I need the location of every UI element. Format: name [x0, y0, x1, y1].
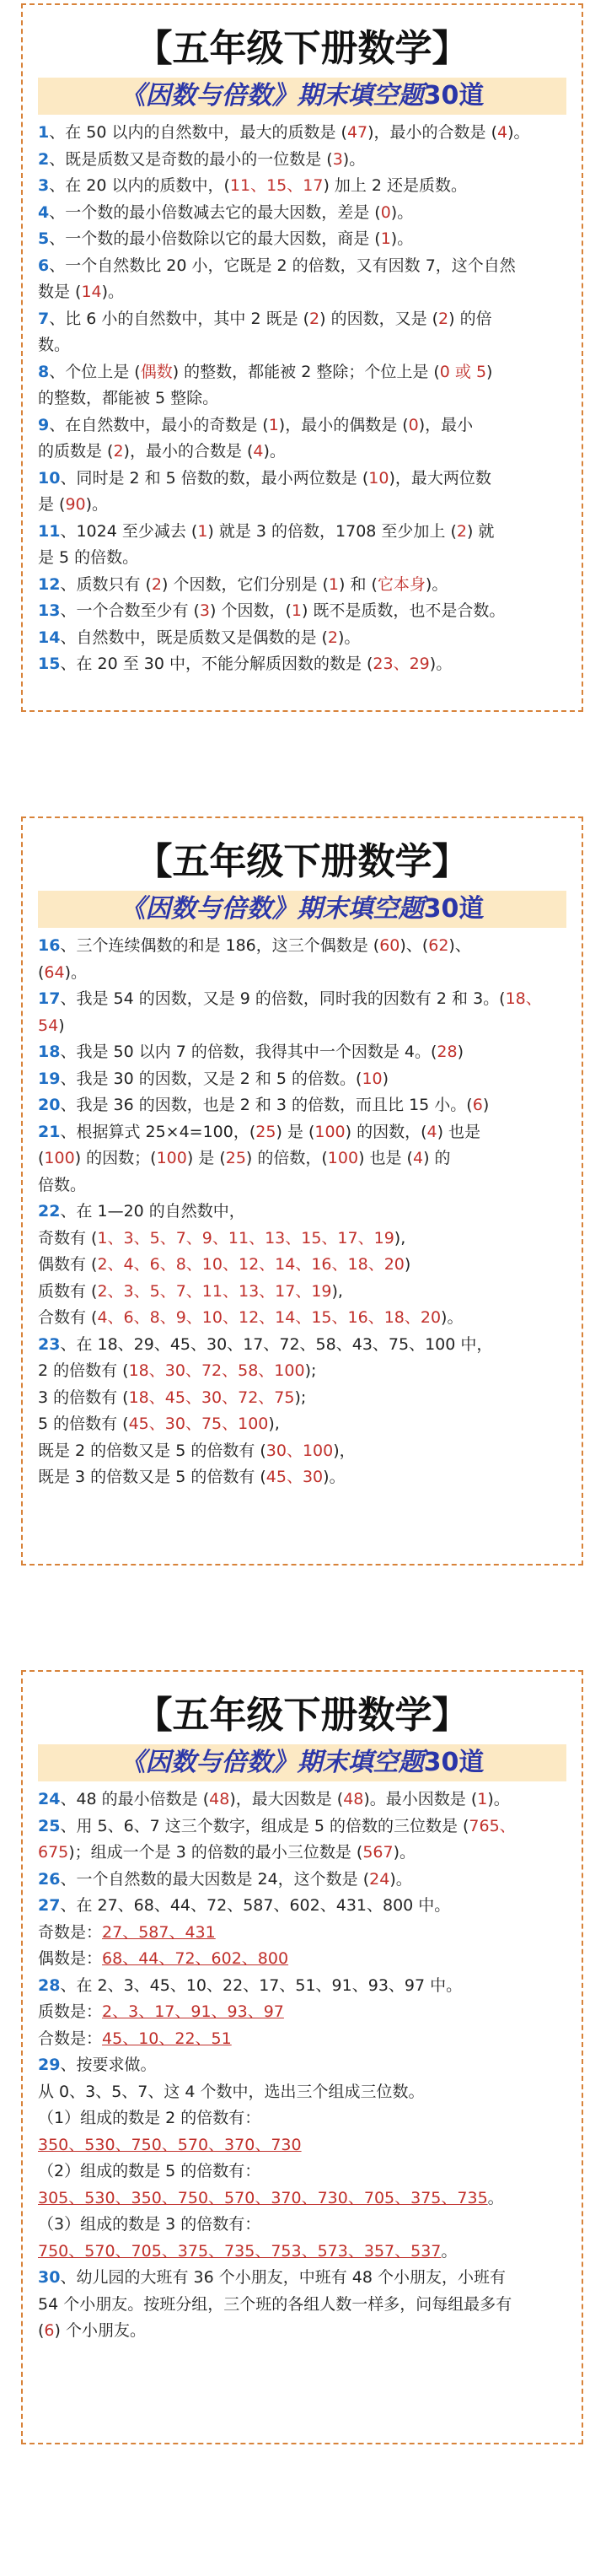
- question-line: [38, 1920, 566, 1947]
- question-line: [38, 1438, 566, 1465]
- question-text: （1）组成的数是 2 的倍数有：: [38, 2109, 261, 2127]
- question-text: )，最小的偶数是 (: [278, 415, 409, 434]
- answer-text: 60: [379, 936, 400, 955]
- answer-text: 23、29: [373, 655, 430, 673]
- question-text: 、1024 至少减去 (: [60, 521, 198, 541]
- question-text: )，最大两位数: [389, 468, 491, 488]
- question-text: 、在 2、3、45、10、22、17、51、91、93、97 中。: [60, 1975, 463, 1995]
- question-text: (: [38, 1149, 45, 1167]
- answer-text: 45、30: [265, 1468, 324, 1486]
- question-text: 、一个数的最小倍数除以它的最大因数，商是 (: [49, 229, 381, 248]
- answer-text: 6: [472, 1096, 483, 1114]
- answer-text: 11、15、17: [229, 176, 324, 195]
- question-text: 奇数是：: [38, 1922, 103, 1942]
- question-number: 10: [38, 468, 61, 488]
- question-text: 、在 18、29、45、30、17、72、58、43、75、100 中，: [60, 1334, 493, 1354]
- question-line: [38, 306, 566, 333]
- question-line: [38, 1893, 566, 1920]
- question-line: [38, 173, 566, 200]
- question-text: )。: [507, 123, 530, 142]
- question-text: 数。: [38, 336, 71, 354]
- question-text: )。: [425, 574, 448, 594]
- question-line: [38, 279, 566, 306]
- answer-text: 47: [346, 123, 368, 142]
- question-number: 24: [38, 1790, 61, 1808]
- question-number: 15: [38, 655, 61, 673]
- question-list: [38, 1786, 566, 2345]
- answer-text: 2: [151, 574, 162, 594]
- question-text: 既是 3 的倍数又是 5 的倍数有 (: [38, 1468, 266, 1486]
- question-text: ),: [268, 1415, 280, 1433]
- subtitle-count: 30道: [423, 1748, 485, 1777]
- answer-list: 305、530、350、750、570、370、730、705、375、735: [38, 2188, 488, 2207]
- question-text: 、质数只有 (: [60, 574, 152, 594]
- question-line: [38, 986, 566, 1013]
- question-line: [38, 2026, 566, 2053]
- question-line: [38, 1385, 566, 1412]
- question-text: 是 5 的倍数。: [38, 548, 139, 567]
- question-text: 、我是 30 的因数，又是 2 和 5 的倍数。(: [60, 1069, 362, 1088]
- question-text: ),: [394, 1228, 406, 1248]
- question-text: );: [304, 1361, 317, 1380]
- question-number: 5: [38, 229, 50, 248]
- question-line: [38, 1092, 566, 1119]
- question-line: [38, 598, 566, 625]
- question-line: [38, 651, 566, 678]
- answer-text: 18、45、30、72、75: [128, 1388, 295, 1407]
- question-text: 、48 的最小倍数是 (: [60, 1790, 210, 1808]
- question-line: [38, 625, 566, 652]
- question-text: 、一个数的最小倍数减去它的最大因数，差是 (: [49, 202, 381, 222]
- question-number: 19: [38, 1069, 61, 1088]
- question-line: [38, 960, 566, 987]
- question-text: 。: [441, 2241, 458, 2261]
- answer-text: 24: [369, 1869, 390, 1889]
- answer-text: 62: [428, 936, 449, 955]
- question-line: [38, 1358, 566, 1385]
- answer-text: 100: [314, 1122, 346, 1141]
- question-number: 21: [38, 1122, 61, 1141]
- subtitle-banner: [38, 78, 566, 115]
- worksheet-card-3: [21, 1670, 583, 2444]
- subtitle-banner: [38, 1744, 566, 1781]
- question-number: 12: [38, 574, 61, 594]
- answer-text: 10: [368, 468, 389, 488]
- question-line: [38, 2265, 566, 2292]
- subtitle-count: 30道: [423, 81, 485, 110]
- answer-text: 18、30、72、58、100: [128, 1361, 305, 1380]
- answer-text: 54: [38, 1016, 59, 1035]
- question-text: ) 的倍数，(: [245, 1149, 328, 1167]
- question-text: 合数是：: [38, 2029, 103, 2048]
- question-text: 、同时是 2 和 5 倍数的数，最小两位数是 (: [60, 468, 369, 488]
- answer-text: 4: [412, 1149, 424, 1167]
- question-text: 、在 27、68、44、72、587、602、431、800 中。: [60, 1896, 451, 1915]
- question-number: 6: [38, 256, 50, 275]
- question-line: [38, 253, 566, 280]
- answer-text: 64: [44, 962, 65, 982]
- answer-text: 48: [343, 1790, 364, 1808]
- answer-text: 3: [199, 601, 210, 620]
- question-text: 、在自然数中，最小的奇数是 (: [49, 415, 269, 434]
- question-text: )。: [338, 628, 361, 647]
- answer-text: 1: [477, 1790, 488, 1808]
- question-text: )。最小因数是 (: [363, 1790, 478, 1808]
- question-line: [38, 2105, 566, 2132]
- question-text: ) 的倍: [448, 309, 492, 328]
- question-text: 是 (: [38, 495, 66, 514]
- question-text: ) 和 (: [339, 574, 378, 594]
- answer-text: 2: [113, 442, 124, 461]
- question-line: [38, 1226, 566, 1253]
- question-number: 4: [38, 202, 50, 222]
- question-line: [38, 226, 566, 253]
- answer-text: 0 或 5: [439, 362, 487, 381]
- page-title: 【五年级下册数学】: [135, 840, 469, 883]
- question-text: 倍数。: [38, 1175, 87, 1194]
- question-line: [38, 2132, 566, 2159]
- answer-text: 10: [362, 1069, 383, 1088]
- question-number: 29: [38, 2056, 61, 2074]
- subtitle-text: 《因数与倍数》期末填空题: [120, 894, 424, 924]
- question-text: )。: [64, 962, 88, 982]
- question-number: 25: [38, 1816, 61, 1835]
- question-line: [38, 2318, 566, 2345]
- question-text: 、我是 54 的因数，又是 9 的倍数，同时我的因数有 2 和 3。(: [60, 989, 506, 1008]
- question-text: 、一个自然数的最大因数是 24，这个数是 (: [60, 1869, 370, 1889]
- answer-text: 6: [44, 2321, 55, 2340]
- question-line: [38, 1119, 566, 1146]
- question-text: 、在 20 至 30 中，不能分解质因数的数是 (: [60, 655, 373, 673]
- question-line: [38, 1999, 566, 2026]
- question-text: )。: [487, 1790, 510, 1808]
- answer-text: 4: [426, 1122, 437, 1141]
- question-text: ) 的: [423, 1149, 451, 1167]
- question-number: 22: [38, 1202, 61, 1221]
- question-number: 2: [38, 149, 50, 169]
- question-text: 、自然数中，既是质数又是偶数的是 (: [60, 628, 328, 647]
- question-number: 11: [38, 521, 61, 541]
- question-text: 从 0、3、5、7、这 4 个数中，选出三个组成三位数。: [38, 2082, 425, 2101]
- question-text: )。: [390, 202, 414, 222]
- question-text: ): [58, 1016, 65, 1035]
- question-line: [38, 2292, 566, 2319]
- answer-text: 它本身: [377, 574, 426, 594]
- question-text: )。: [85, 495, 109, 514]
- question-line: [38, 120, 566, 147]
- question-number: 8: [38, 362, 50, 381]
- answer-text: 18、: [505, 989, 542, 1008]
- answer-text: 30、100: [265, 1441, 334, 1460]
- question-line: [38, 1013, 566, 1040]
- answer-text: 2: [438, 309, 449, 328]
- question-text: 数是 (: [38, 283, 82, 301]
- subtitle-count: 30道: [423, 894, 485, 924]
- answer-list: 350、530、750、570、370、730: [38, 2135, 302, 2154]
- question-text: ) 也是 (: [358, 1149, 413, 1167]
- answer-list: 2、3、17、91、93、97: [102, 2002, 284, 2021]
- question-text: 、个位上是 (: [49, 362, 141, 381]
- question-text: ) 的因数，又是 (: [319, 309, 439, 328]
- question-text: 合数有 (: [38, 1308, 98, 1327]
- question-line: [38, 1813, 566, 1840]
- answer-text: 3: [332, 149, 343, 169]
- question-text: 、用 5、6、7 这三个数字，组成是 5 的倍数的三位数是 (: [60, 1816, 469, 1835]
- question-text: ): [482, 1096, 490, 1114]
- answer-text: 2、4、6、8、10、12、14、16、18、20: [97, 1255, 405, 1274]
- answer-list: 45、10、22、51: [102, 2029, 232, 2048]
- question-text: 、我是 36 的因数，也是 2 和 3 的倍数，而且比 15 小。(: [60, 1096, 473, 1114]
- question-text: );: [294, 1388, 307, 1407]
- answer-text: 14: [81, 283, 102, 301]
- worksheet-card-2: [21, 816, 583, 1566]
- subtitle-text: 《因数与倍数》期末填空题: [120, 81, 424, 110]
- answer-text: 45、30、75、100: [128, 1415, 269, 1433]
- answer-text: 567: [362, 1843, 394, 1862]
- question-text: （3）组成的数是 3 的倍数有：: [38, 2215, 261, 2234]
- question-text: )，: [333, 1441, 356, 1460]
- answer-text: 2、3、5、7、11、13、17、19: [97, 1281, 332, 1301]
- question-text: ) 是 (: [276, 1122, 315, 1141]
- question-line: [38, 1786, 566, 1813]
- question-text: ): [457, 1043, 464, 1061]
- question-text: 、我是 50 以内 7 的倍数，我得其中一个因数是 4。(: [60, 1043, 437, 1061]
- answer-text: 100: [327, 1149, 359, 1167]
- question-number: 23: [38, 1334, 61, 1354]
- question-text: )。: [342, 149, 366, 169]
- question-text: )，最小的合数是 (: [123, 442, 254, 461]
- question-line: [38, 385, 566, 412]
- question-text: 的质数是 (: [38, 442, 114, 461]
- question-text: )、: [448, 936, 471, 955]
- question-line: [38, 2052, 566, 2079]
- question-text: ) 就是 3 的倍数，1708 至少加上 (: [207, 521, 457, 541]
- question-text: )。: [101, 283, 125, 301]
- question-text: 54 个小朋友。按班分组，三个班的各组人数一样多，问每组最多有: [38, 2294, 512, 2314]
- question-number: 28: [38, 1975, 61, 1995]
- question-line: [38, 1867, 566, 1894]
- question-text: )。: [263, 442, 286, 461]
- question-text: )；组成一个是 3 的倍数的最小三位数是 (: [68, 1843, 363, 1862]
- question-text: )、(: [400, 936, 429, 955]
- question-line: [38, 332, 566, 359]
- question-text: )。: [429, 655, 453, 673]
- answer-text: 0: [380, 202, 391, 222]
- question-text: 、按要求做。: [60, 2056, 157, 2074]
- question-text: 、根据算式 25×4=100，(: [60, 1122, 256, 1141]
- answer-text: 1、3、5、7、9、11、13、15、17、19: [97, 1228, 394, 1248]
- question-number: 30: [38, 2268, 61, 2287]
- question-number: 7: [38, 309, 50, 328]
- answer-text: 0: [408, 415, 419, 434]
- question-text: ) 是 (: [186, 1149, 226, 1167]
- question-text: 、三个连续偶数的和是 186，这三个偶数是 (: [60, 936, 380, 955]
- question-text: ) 个因数，(: [210, 601, 292, 620]
- question-text: )。: [323, 1468, 346, 1486]
- question-text: (: [38, 962, 45, 982]
- answer-text: 2: [456, 521, 467, 541]
- question-text: 、在 50 以内的自然数中，最大的质数是 (: [49, 123, 347, 142]
- answer-text: 1: [197, 521, 208, 541]
- question-number: 13: [38, 601, 61, 620]
- question-text: )。: [389, 1869, 412, 1889]
- question-text: 既是 2 的倍数又是 5 的倍数有 (: [38, 1441, 266, 1460]
- question-text: 奇数有 (: [38, 1228, 98, 1248]
- worksheet-card-1: [21, 3, 583, 712]
- question-text: 、比 6 小的自然数中，其中 2 既是 (: [49, 309, 310, 328]
- question-line: [38, 1039, 566, 1066]
- question-number: 3: [38, 176, 50, 195]
- question-text: 、一个自然数比 20 小，它既是 2 的倍数，又有因数 7，这个自然: [49, 256, 516, 275]
- question-line: [38, 1172, 566, 1199]
- page-title: 【五年级下册数学】: [135, 27, 469, 70]
- question-line: [38, 1332, 566, 1359]
- question-text: (: [38, 2321, 45, 2340]
- answer-text: 25: [225, 1149, 246, 1167]
- page-title: 【五年级下册数学】: [135, 1694, 469, 1737]
- answer-text: 2: [309, 309, 320, 328]
- question-line: [38, 1279, 566, 1306]
- question-text: ) 的因数；(: [74, 1149, 157, 1167]
- answer-text: 48: [209, 1790, 230, 1808]
- question-text: ): [486, 362, 493, 381]
- question-list: [38, 120, 566, 678]
- answer-text: 4: [497, 123, 508, 142]
- question-line: [38, 359, 566, 386]
- answer-text: 4: [253, 442, 264, 461]
- question-text: ),: [331, 1281, 343, 1301]
- answer-text: 1: [268, 415, 279, 434]
- question-text: ) 加上 2 还是质数。: [323, 176, 468, 195]
- answer-text: 1: [328, 574, 339, 594]
- question-line: [38, 1252, 566, 1279]
- question-text: 质数是：: [38, 2002, 103, 2021]
- answer-text: 100: [156, 1149, 187, 1167]
- question-text: ) 的因数，(: [345, 1122, 427, 1141]
- answer-text: 偶数: [140, 362, 173, 381]
- question-line: [38, 2185, 566, 2212]
- question-text: 、既是质数又是奇数的最小的一位数是 (: [49, 149, 333, 169]
- answer-list: 68、44、72、602、800: [102, 1949, 289, 1968]
- answer-text: 1: [380, 229, 391, 248]
- answer-text: 1: [291, 601, 302, 620]
- question-text: ): [382, 1069, 389, 1088]
- question-list: [38, 933, 566, 1491]
- question-text: 质数有 (: [38, 1281, 98, 1301]
- answer-text: 2: [327, 628, 338, 647]
- answer-text: 765、: [469, 1816, 516, 1835]
- question-number: 16: [38, 936, 61, 955]
- question-line: [38, 412, 566, 439]
- question-line: [38, 2239, 566, 2266]
- question-line: [38, 466, 566, 493]
- question-line: [38, 492, 566, 519]
- subtitle-text: 《因数与倍数》期末填空题: [120, 1748, 424, 1777]
- question-text: ) 的整数，都能被 2 整除；个位上是 (: [172, 362, 440, 381]
- question-number: 27: [38, 1896, 61, 1915]
- answer-text: 90: [65, 495, 86, 514]
- question-text: 。: [487, 2188, 504, 2207]
- question-text: )。: [393, 1843, 416, 1862]
- answer-list: 27、587、431: [102, 1922, 216, 1942]
- question-line: [38, 147, 566, 174]
- question-text: ) 既不是质数，也不是合数。: [301, 601, 506, 620]
- answer-text: 25: [255, 1122, 276, 1141]
- question-text: （2）组成的数是 5 的倍数有：: [38, 2162, 261, 2180]
- answer-text: 675: [38, 1843, 69, 1862]
- question-text: )，最小: [418, 415, 474, 434]
- question-line: [38, 1946, 566, 1973]
- question-number: 18: [38, 1043, 61, 1061]
- question-line: [38, 933, 566, 960]
- question-text: 3 的倍数有 (: [38, 1388, 129, 1407]
- question-line: [38, 2158, 566, 2185]
- question-line: [38, 1066, 566, 1093]
- answer-list: 750、570、705、375、735、753、573、357、537: [38, 2241, 442, 2261]
- answer-text: 100: [44, 1149, 75, 1167]
- question-number: 20: [38, 1096, 61, 1114]
- question-line: [38, 545, 566, 572]
- question-line: [38, 1145, 566, 1172]
- question-number: 14: [38, 628, 61, 647]
- question-text: 5 的倍数有 (: [38, 1415, 129, 1433]
- question-line: [38, 2212, 566, 2239]
- question-text: )。: [441, 1308, 464, 1327]
- question-text: )，最大因数是 (: [229, 1790, 344, 1808]
- question-line: [38, 2079, 566, 2106]
- question-line: [38, 1411, 566, 1438]
- question-text: ) 就: [466, 521, 495, 541]
- question-text: ): [404, 1255, 411, 1274]
- subtitle-banner: [38, 891, 566, 928]
- question-text: 、在 20 以内的质数中，(: [49, 176, 230, 195]
- question-text: ) 个因数，它们分别是 (: [162, 574, 329, 594]
- answer-text: 4、6、8、9、10、12、14、15、16、18、20: [97, 1308, 442, 1327]
- question-line: [38, 1973, 566, 2000]
- question-text: 、幼儿园的大班有 36 个小朋友，中班有 48 个小朋友，小班有: [60, 2268, 506, 2287]
- question-text: 的整数，都能被 5 整除。: [38, 389, 219, 407]
- question-text: ) 个小朋友。: [54, 2321, 146, 2340]
- question-number: 1: [38, 123, 50, 142]
- question-line: [38, 1305, 566, 1332]
- question-text: )。: [390, 229, 414, 248]
- question-text: 偶数是：: [38, 1949, 103, 1968]
- question-number: 17: [38, 989, 61, 1008]
- question-number: 26: [38, 1869, 61, 1889]
- question-text: )，最小的合数是 (: [367, 123, 498, 142]
- question-text: 偶数有 (: [38, 1255, 98, 1274]
- question-text: 、一个合数至少有 (: [60, 601, 200, 620]
- question-line: [38, 1199, 566, 1226]
- question-number: 9: [38, 415, 50, 434]
- question-line: [38, 439, 566, 466]
- question-text: ) 也是: [437, 1122, 481, 1141]
- question-line: [38, 572, 566, 599]
- question-text: 、在 1—20 的自然数中，: [60, 1202, 245, 1221]
- question-text: 2 的倍数有 (: [38, 1361, 129, 1380]
- question-line: [38, 1840, 566, 1867]
- answer-text: 28: [437, 1043, 458, 1061]
- question-line: [38, 200, 566, 227]
- question-line: [38, 1464, 566, 1491]
- question-line: [38, 519, 566, 546]
